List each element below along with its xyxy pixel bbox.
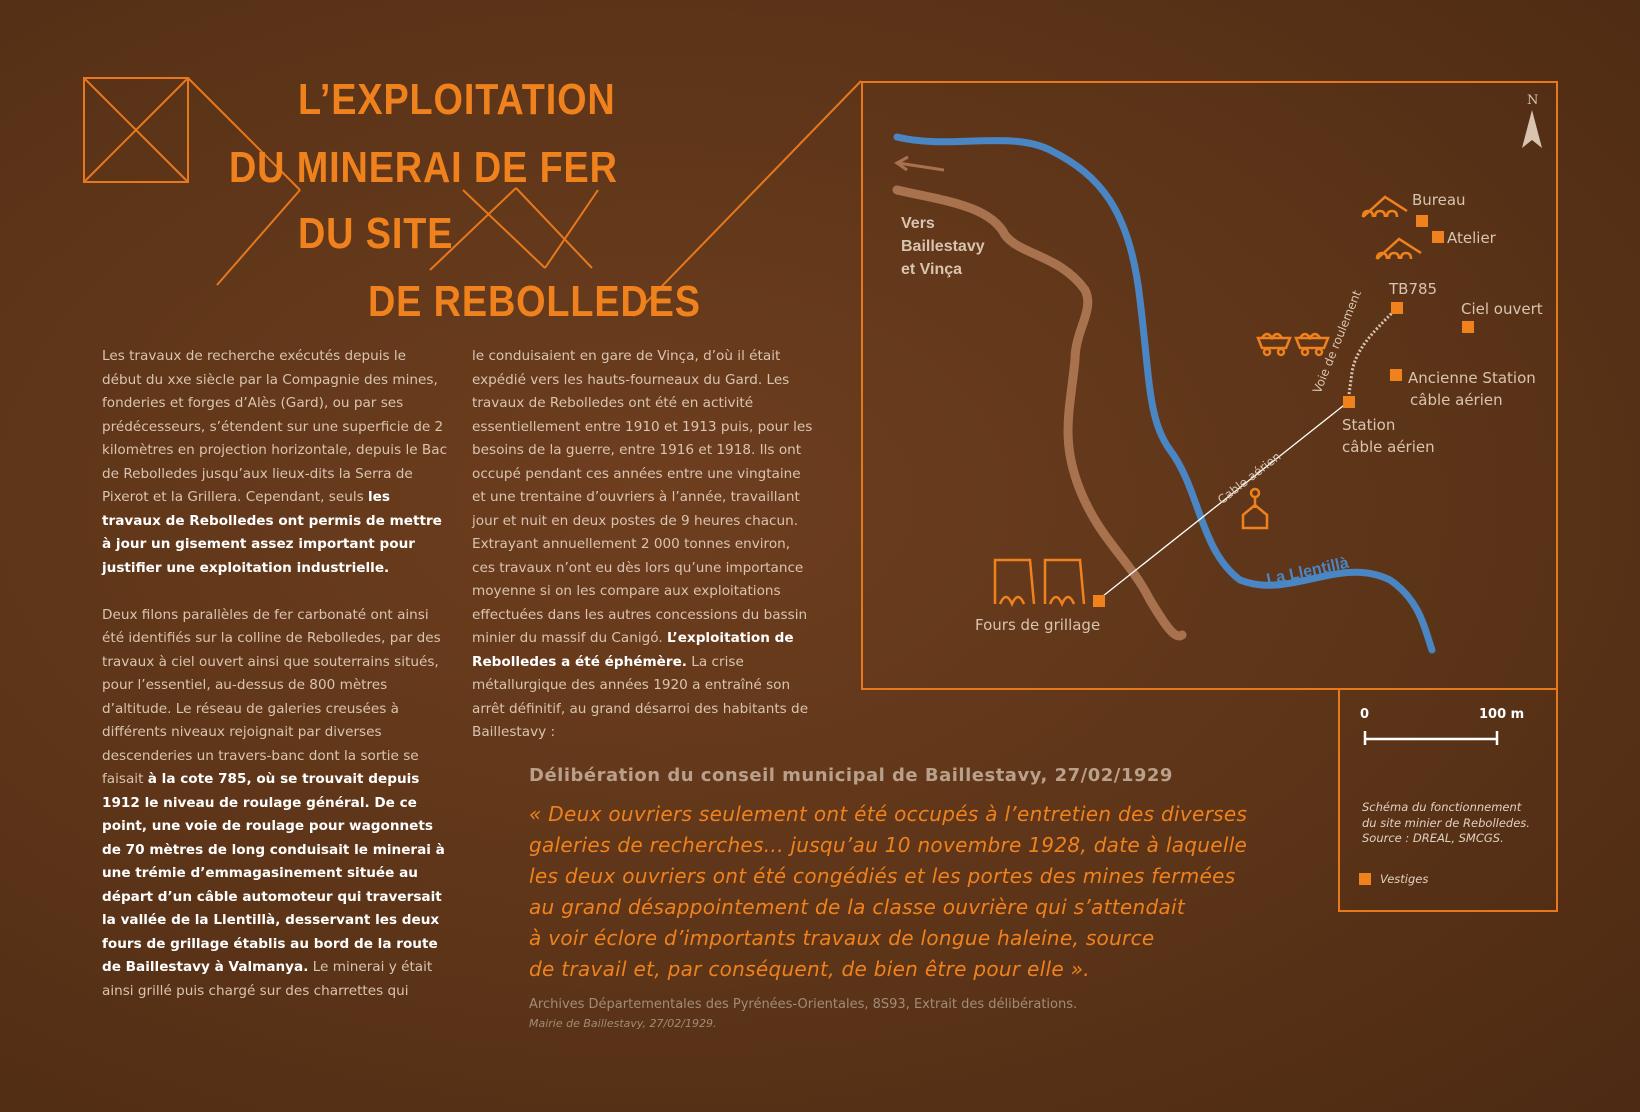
scale-label-zero: 0 xyxy=(1360,707,1370,722)
quote-source-detail: Mairie de Baillestavy, 27/02/1929. xyxy=(529,1017,717,1030)
col2-p1-text: le conduisaient en gare de Vinça, d’où il était expédié vers les hauts-fourneaux du Gard. Les travaux de Rebolledes ont été en activité essentiellement entre 1910 et 1913 puis, pour les besoins de la guerre, entre 1916 et 1918. Ils ont occupé pendant ces années entre une vingtaine et une trentaine d’ouvriers à l’année, travaillant jour et nuit en deux postes de 9 heures chacun. Extrayant annuellement 2 000 tonnes environ, ces travaux n’ont eu dès lors qu’une importance moyenne si on les compare aux exploitations effectuées dans les autres concessions du bassin minier du massif du Canigó. xyxy=(472,348,813,646)
map-label-ciel-ouvert: Ciel ouvert xyxy=(1461,300,1543,318)
vestige-marker xyxy=(1432,231,1444,243)
title-line-2: DU MINERAI DE FER xyxy=(229,143,618,192)
title-line-4: DE REBOLLEDES xyxy=(368,277,701,326)
furnace-icon xyxy=(995,560,1084,604)
col1-p2-emphasis: à la cote 785, où se trouvait depuis 1912 le niveau de roulage général. De ce point, une voie de roulage pour wagonnets de 70 mètres de long conduisait le minerai à une trémie d’emmagasinement située au départ d’un câble automoteur qui traversait la vallée de la Llentillà, desservant les deux fours de grillage établis au bord de la route de Baillestavy à Valmanya. xyxy=(102,771,445,975)
north-label: N xyxy=(1527,93,1539,108)
ancienne-line: Ancienne Station xyxy=(1408,369,1536,387)
caption-line: Source : DREAL, SMCGS. xyxy=(1362,831,1504,845)
legend-vestiges-label: Vestiges xyxy=(1380,872,1429,886)
vestige-marker xyxy=(1390,369,1402,381)
scale-bar xyxy=(1365,731,1497,745)
vestige-marker xyxy=(1462,321,1474,333)
quote-line: les deux ouvriers ont été congédiés et les portes des mines fermées xyxy=(529,864,1236,888)
col1-p1-emphasis: les travaux de Rebolledes ont permis de mettre à jour un gisement assez important pour justifier une exploitation industrielle. xyxy=(102,489,442,576)
vestige-marker xyxy=(1391,302,1403,314)
col1-p2-text: Deux filons parallèles de fer carbonaté ont ainsi été identifiés sur la colline de Rebolledes, par des travaux à ciel ouvert ainsi que souterrains situés, pour l’essentiel, au-dessus de 800 mètres d’altitude. Le réseau de galeries creusées à différents niveaux rejoignait par diverses descenderies un travers-banc dont la sortie se faisait xyxy=(102,606,441,787)
caption-line: Schéma du fonctionnement xyxy=(1362,800,1522,814)
map-label-cable: Cable aérien xyxy=(1215,449,1284,508)
legend-vestige-marker xyxy=(1359,873,1371,885)
quote-line: au grand désappointement de la classe ouvrière qui s’attendait xyxy=(529,895,1186,919)
vestige-marker xyxy=(1343,396,1355,408)
quote-heading: Délibération du conseil municipal de Baillestavy, 27/02/1929 xyxy=(529,765,1173,786)
vers-line: Vers xyxy=(901,215,935,232)
map-label-fours: Fours de grillage xyxy=(975,616,1101,634)
col1-p1-text: Les travaux de recherche exécutés depuis le début du xxe siècle par la Compagnie des mines, fonderies et forges d’Alès (Gard), ou par ses prédécesseurs, s’étendent sur une superficie de 2 kilomètres en projection horizontale, depuis le Bac de Rebolledes jusqu’aux lieux-dits la Serra de Pixerot et la Grillera. Cependant, seuls xyxy=(102,348,448,505)
map-label-tb785: TB785 xyxy=(1389,280,1438,298)
map-label-river: La Llentillà xyxy=(1265,554,1351,589)
map-label-atelier: Atelier xyxy=(1447,229,1496,247)
map-label-vers xyxy=(901,212,985,281)
col2-p1-tail: La crise métallurgique des années 1920 a entraîné son arrêt définitif, au grand désarroi des habitants de Baillestavy : xyxy=(472,653,809,740)
quote-line: de travail et, par conséquent, de bien être pour elle ». xyxy=(529,957,1090,981)
map-label-bureau: Bureau xyxy=(1412,191,1466,209)
vestige-marker xyxy=(1093,595,1105,607)
vers-line: Baillestavy xyxy=(901,238,985,255)
title-line-1: L’EXPLOITATION xyxy=(298,75,616,124)
quote-line: « Deux ouvriers seulement ont été occupés à l’entretien des diverses xyxy=(529,802,1248,826)
mine-cart-icon xyxy=(1258,334,1328,355)
col1-p2-tail: Le minerai y était ainsi grillé puis chargé sur des charrettes qui xyxy=(102,959,433,999)
map-label-station xyxy=(1342,414,1435,458)
scale-label-max: 100 m xyxy=(1479,707,1525,722)
north-arrow-icon xyxy=(1522,110,1542,148)
col2-p1-emphasis: L’exploitation de Rebolledes a été éphémère. xyxy=(472,630,794,670)
quote-line: à voir éclore d’importants travaux de longue haleine, source xyxy=(529,926,1155,950)
map-label-voie: Voie de roulement xyxy=(1310,288,1365,396)
ancienne-line: câble aérien xyxy=(1410,391,1503,409)
vers-line: et Vinça xyxy=(901,261,963,278)
map-label-ancienne-station xyxy=(1408,367,1536,411)
rolling-track xyxy=(1348,310,1395,402)
vestige-marker xyxy=(1416,215,1428,227)
title-line-3: DU SITE xyxy=(298,209,454,258)
map-caption xyxy=(1362,800,1530,847)
quote-line: galeries de recherches... jusqu’au 10 novembre 1928, date à laquelle xyxy=(529,833,1248,857)
quote-source: Archives Départementales des Pyrénées-Orientales, 8S93, Extrait des délibérations. xyxy=(529,997,1078,1012)
caption-line: du site minier de Rebolledes. xyxy=(1362,815,1530,830)
station-line: Station xyxy=(1342,416,1396,434)
station-line: câble aérien xyxy=(1342,438,1435,456)
cable-car-icon xyxy=(1243,489,1267,528)
direction-arrow-icon xyxy=(897,157,944,170)
